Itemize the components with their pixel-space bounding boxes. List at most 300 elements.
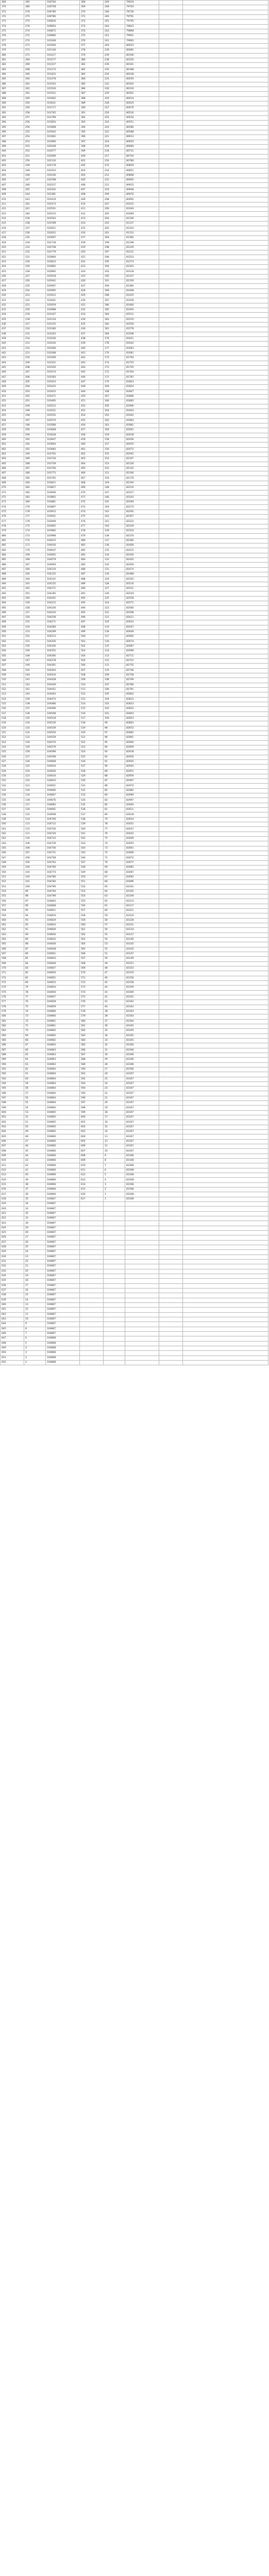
empty-cell	[183, 1279, 268, 1283]
score-a-cell: 613	[1, 1173, 24, 1178]
score-a-cell: 556	[1, 899, 24, 904]
score-a-cell: 409	[1, 193, 24, 197]
count-b-cell: 186	[104, 303, 125, 308]
empty-cell	[183, 1091, 268, 1096]
table-row	[1, 255, 268, 260]
count-a-cell: 191	[24, 447, 46, 452]
score-b-cell: 593	[80, 1081, 104, 1086]
score-b-cell: 420	[80, 250, 104, 255]
cumulative-a-cell: 101140	[46, 48, 80, 53]
table-row	[1, 812, 268, 817]
count-a-cell: 41	[24, 1168, 46, 1173]
table-row	[1, 1154, 268, 1158]
score-b-cell: 547	[80, 860, 104, 865]
empty-cell	[159, 72, 183, 77]
count-a-cell: 254	[24, 135, 46, 140]
score-a-cell: 506	[1, 658, 24, 663]
cumulative-a-cell: 104867	[46, 1207, 80, 1211]
cumulative-b-cell: 82176	[125, 476, 159, 481]
count-b-cell: 245	[104, 20, 125, 24]
count-b-cell	[104, 1302, 125, 1307]
count-a-cell: 135	[24, 716, 46, 721]
score-b-cell: 613	[80, 1178, 104, 1182]
cumulative-a-cell: 104851	[46, 976, 80, 980]
empty-cell	[159, 678, 183, 683]
empty-cell	[183, 1231, 268, 1235]
score-a-cell: 513	[1, 692, 24, 697]
empty-cell	[183, 1226, 268, 1230]
count-a-cell: 112	[24, 827, 46, 832]
table-row	[1, 765, 268, 769]
cumulative-a-cell: 104867	[46, 1240, 80, 1245]
empty-cell	[159, 115, 183, 120]
count-b-cell: 44	[104, 986, 125, 990]
cumulative-a-cell: 103493	[46, 399, 80, 404]
count-b-cell	[104, 1264, 125, 1269]
empty-cell	[159, 63, 183, 67]
count-b-cell: 131	[104, 567, 125, 572]
count-a-cell: 233	[24, 245, 46, 250]
empty-cell	[183, 980, 268, 985]
score-a-cell: 446	[1, 370, 24, 375]
count-b-cell: 192	[104, 274, 125, 279]
score-b-cell: 562	[80, 933, 104, 937]
empty-cell	[159, 1096, 183, 1100]
score-a-cell: 395	[1, 125, 24, 130]
score-a-cell: 564	[1, 937, 24, 942]
score-a-cell: 412	[1, 207, 24, 212]
count-b-cell: 86	[104, 784, 125, 788]
score-b-cell: 516	[80, 711, 104, 716]
cumulative-a-cell: 100984	[46, 34, 80, 39]
cumulative-a-cell: 104867	[46, 1235, 80, 1240]
cumulative-b-cell: 82959	[125, 774, 159, 778]
count-a-cell: 207	[24, 370, 46, 375]
count-b-cell: 106	[104, 687, 125, 692]
count-a-cell: 173	[24, 534, 46, 538]
empty-cell	[159, 332, 183, 336]
count-b-cell: 249	[104, 1, 125, 5]
cumulative-b-cell: 82975	[125, 784, 159, 788]
table-row	[1, 1159, 268, 1163]
cumulative-a-cell: 104030	[46, 544, 80, 548]
table-row	[1, 144, 268, 149]
count-b-cell: 176	[104, 351, 125, 355]
score-b-cell: 570	[80, 971, 104, 976]
score-a-cell: 435	[1, 317, 24, 322]
cumulative-b-cell: 81642	[125, 342, 159, 346]
count-b-cell: 161	[104, 423, 125, 428]
score-a-cell: 483	[1, 548, 24, 553]
cumulative-a-cell: 104746	[46, 846, 80, 851]
count-b-cell: 123	[104, 606, 125, 611]
score-b-cell: 478	[80, 529, 104, 534]
cumulative-b-cell: 83121	[125, 909, 159, 913]
table-row	[1, 1274, 268, 1278]
cumulative-a-cell: 103647	[46, 437, 80, 442]
empty-cell	[159, 1081, 183, 1086]
table-row	[1, 1081, 268, 1086]
score-b-cell: 484	[80, 558, 104, 563]
cumulative-a-cell: 103134	[46, 317, 80, 322]
cumulative-a-cell: 102381	[46, 193, 80, 197]
count-b-cell: 132	[104, 563, 125, 567]
empty-cell	[159, 755, 183, 759]
empty-cell	[183, 519, 268, 524]
score-b-cell: 597	[80, 1101, 104, 1106]
score-b-cell: 473	[80, 505, 104, 510]
count-a-cell: 92	[24, 923, 46, 928]
score-a-cell: 437	[1, 327, 24, 332]
count-b-cell: 75	[104, 837, 125, 841]
table-row	[1, 644, 268, 649]
count-a-cell: 68	[24, 1038, 46, 1043]
cumulative-b-cell: 80238	[125, 72, 159, 77]
count-b-cell: 60	[104, 909, 125, 913]
cumulative-a-cell: 104474	[46, 697, 80, 702]
empty-cell	[183, 832, 268, 836]
empty-cell	[159, 1009, 183, 1014]
cumulative-b-cell: 83142	[125, 942, 159, 947]
count-b-cell: 43	[104, 990, 125, 995]
count-b-cell: 18	[104, 1110, 125, 1115]
empty-cell	[159, 39, 183, 43]
empty-cell	[183, 1038, 268, 1043]
score-a-cell: 510	[1, 678, 24, 683]
table-row	[1, 399, 268, 404]
cumulative-a-cell: 104867	[46, 1293, 80, 1298]
count-b-cell: 1	[104, 1192, 125, 1197]
score-a-cell: 526	[1, 755, 24, 759]
table-row	[1, 1096, 268, 1100]
empty-cell	[183, 606, 268, 611]
count-a-cell: 146	[24, 664, 46, 668]
score-a-cell: 438	[1, 332, 24, 336]
count-a-cell: 69	[24, 1033, 46, 1038]
score-a-cell: 533	[1, 788, 24, 793]
count-b-cell: 29	[104, 1058, 125, 1062]
score-a-cell: 417	[1, 231, 24, 235]
table-row	[1, 649, 268, 654]
score-a-cell: 607	[1, 1144, 24, 1149]
cumulative-b-cell: 81885	[125, 399, 159, 404]
cumulative-a-cell: 104808	[46, 904, 80, 908]
count-a-cell: 269	[24, 63, 46, 67]
score-a-cell: 610	[1, 1159, 24, 1163]
cumulative-b-cell: 82812	[125, 697, 159, 702]
cumulative-a-cell: 104867	[46, 1231, 80, 1235]
cumulative-b-cell: 83160	[125, 990, 159, 995]
count-b-cell	[104, 1235, 125, 1240]
count-a-cell: 85	[24, 957, 46, 961]
cumulative-b-cell: 81012	[125, 202, 159, 207]
count-a-cell: 119	[24, 793, 46, 798]
empty-cell	[183, 197, 268, 202]
count-b-cell	[104, 1288, 125, 1293]
table-row	[1, 29, 268, 33]
cumulative-a-cell: 101317	[46, 63, 80, 67]
empty-cell	[159, 1293, 183, 1298]
score-a-cell: 536	[1, 803, 24, 807]
cumulative-b-cell: 80081	[125, 48, 159, 53]
table-row	[1, 380, 268, 384]
count-a-cell: 184	[24, 481, 46, 485]
count-b-cell: 84	[104, 793, 125, 798]
empty-cell	[183, 154, 268, 159]
table-row	[1, 870, 268, 875]
count-a-cell: 116	[24, 808, 46, 812]
empty-cell	[183, 1014, 268, 1019]
count-b-cell: 236	[104, 63, 125, 67]
empty-cell	[159, 418, 183, 423]
cumulative-a-cell: 104550	[46, 731, 80, 735]
empty-cell	[159, 644, 183, 649]
count-b-cell: 171	[104, 375, 125, 380]
score-a-cell: 578	[1, 1005, 24, 1009]
score-a-cell: 529	[1, 769, 24, 774]
empty-cell	[183, 289, 268, 293]
score-b-cell: 520	[80, 731, 104, 735]
empty-cell	[183, 241, 268, 245]
table-row	[1, 976, 268, 980]
table-row	[1, 20, 268, 24]
cumulative-b-cell	[125, 1355, 159, 1360]
count-b-cell	[104, 1202, 125, 1207]
table-row	[1, 587, 268, 591]
count-a-cell: 129	[24, 745, 46, 750]
score-a-cell: 532	[1, 784, 24, 788]
score-b-cell: 413	[80, 216, 104, 221]
empty-cell	[183, 923, 268, 928]
score-a-cell: 453	[1, 404, 24, 409]
count-a-cell: 257	[24, 115, 46, 120]
count-b-cell: 38	[104, 1014, 125, 1019]
cumulative-a-cell: 103393	[46, 375, 80, 380]
empty-cell	[159, 880, 183, 885]
count-a-cell: 225	[24, 284, 46, 289]
score-a-cell: 555	[1, 894, 24, 899]
count-a-cell: 121	[24, 784, 46, 788]
cumulative-b-cell	[125, 1360, 159, 1365]
empty-cell	[183, 1139, 268, 1144]
empty-cell	[183, 976, 268, 980]
score-a-cell: 622	[1, 1216, 24, 1221]
empty-cell	[183, 798, 268, 803]
count-b-cell: 104	[104, 697, 125, 702]
table-row	[1, 490, 268, 495]
table-row	[1, 418, 268, 423]
cumulative-b-cell: 83168	[125, 1159, 159, 1163]
count-a-cell: 240	[24, 212, 46, 216]
cumulative-b-cell: 83163	[125, 1009, 159, 1014]
count-a-cell: 153	[24, 630, 46, 634]
count-a-cell: 60	[24, 1077, 46, 1081]
empty-cell	[159, 135, 183, 140]
count-a-cell: 271	[24, 53, 46, 58]
count-b-cell	[104, 1317, 125, 1321]
count-b-cell: 169	[104, 385, 125, 389]
score-a-cell: 431	[1, 298, 24, 303]
empty-cell	[159, 53, 183, 58]
score-a-cell: 546	[1, 851, 24, 856]
cumulative-a-cell: 104626	[46, 769, 80, 774]
score-a-cell: 375	[1, 29, 24, 33]
cumulative-a-cell: 103432	[46, 385, 80, 389]
count-a-cell: 272	[24, 39, 46, 43]
score-b-cell: 571	[80, 976, 104, 980]
empty-cell	[159, 1043, 183, 1048]
table-row	[1, 894, 268, 899]
count-a-cell: 171	[24, 544, 46, 548]
cumulative-a-cell: 104868	[46, 1346, 80, 1350]
count-b-cell: 82	[104, 803, 125, 807]
cumulative-a-cell: 104784	[46, 880, 80, 885]
cumulative-b-cell: 83166	[125, 1048, 159, 1053]
empty-cell	[159, 711, 183, 716]
cumulative-b-cell: 82091	[125, 452, 159, 456]
table-row	[1, 966, 268, 971]
cumulative-a-cell: 104286	[46, 625, 80, 630]
count-b-cell: 154	[104, 457, 125, 462]
empty-cell	[183, 1188, 268, 1192]
count-b-cell: 73	[104, 846, 125, 851]
empty-cell	[183, 365, 268, 370]
cumulative-b-cell: 82339	[125, 524, 159, 529]
score-a-cell: 646	[1, 1331, 24, 1336]
cumulative-b-cell	[125, 1240, 159, 1245]
count-a-cell: 50	[24, 1125, 46, 1129]
table-row	[1, 510, 268, 514]
table-row	[1, 596, 268, 601]
empty-cell	[183, 1130, 268, 1134]
count-a-cell: 127	[24, 755, 46, 759]
cumulative-b-cell: 83153	[125, 966, 159, 971]
count-b-cell: 26	[104, 1072, 125, 1077]
score-a-cell: 490	[1, 582, 24, 586]
score-a-cell: 527	[1, 759, 24, 764]
cumulative-b-cell: 82735	[125, 664, 159, 668]
score-b-cell: 565	[80, 947, 104, 952]
empty-cell	[159, 269, 183, 274]
cumulative-b-cell: 82107	[125, 457, 159, 462]
count-a-cell: 246	[24, 183, 46, 188]
count-a-cell: 48	[24, 1134, 46, 1139]
score-b-cell: 541	[80, 832, 104, 836]
empty-cell	[183, 336, 268, 341]
score-b-cell: 376	[80, 39, 104, 43]
cumulative-b-cell: 83134	[125, 928, 159, 933]
count-a-cell: 268	[24, 67, 46, 72]
count-a-cell: 218	[24, 317, 46, 322]
cumulative-b-cell	[125, 1269, 159, 1274]
count-a-cell: 186	[24, 471, 46, 476]
table-row	[1, 1120, 268, 1125]
cumulative-a-cell: 103664	[46, 443, 80, 447]
count-a-cell: 181	[24, 495, 46, 500]
table-row	[1, 1077, 268, 1081]
cumulative-a-cell: 104428	[46, 678, 80, 683]
score-b-cell: 416	[80, 231, 104, 235]
table-row	[1, 798, 268, 803]
empty-cell	[159, 476, 183, 481]
count-a-cell: 63	[24, 1062, 46, 1067]
table-row	[1, 159, 268, 163]
empty-cell	[183, 567, 268, 572]
count-a-cell: 27	[24, 1235, 46, 1240]
empty-cell	[183, 1005, 268, 1009]
cumulative-b-cell: 82275	[125, 505, 159, 510]
count-b-cell: 34	[104, 1033, 125, 1038]
empty-cell	[183, 1317, 268, 1321]
count-a-cell: 82	[24, 971, 46, 976]
cumulative-a-cell: 102598	[46, 222, 80, 226]
empty-cell	[183, 361, 268, 365]
score-b-cell: 459	[80, 437, 104, 442]
cumulative-a-cell: 104258	[46, 616, 80, 620]
count-a-cell: 86	[24, 952, 46, 956]
empty-cell	[183, 1355, 268, 1360]
cumulative-a-cell: 104698	[46, 812, 80, 817]
count-b-cell	[104, 1207, 125, 1211]
empty-cell	[159, 1067, 183, 1072]
cumulative-a-cell: 104865	[46, 1115, 80, 1120]
cumulative-a-cell: 104094	[46, 563, 80, 567]
empty-cell	[159, 58, 183, 62]
count-a-cell: 93	[24, 918, 46, 923]
score-b-cell	[80, 1327, 104, 1331]
table-row	[1, 808, 268, 812]
empty-cell	[183, 317, 268, 322]
count-b-cell: 190	[104, 284, 125, 289]
empty-cell	[183, 140, 268, 144]
empty-cell	[183, 490, 268, 495]
count-a-cell: 38	[24, 1182, 46, 1187]
empty-cell	[183, 1245, 268, 1249]
cumulative-b-cell	[125, 1207, 159, 1211]
empty-cell	[183, 82, 268, 87]
score-a-cell: 500	[1, 630, 24, 634]
empty-cell	[183, 250, 268, 255]
cumulative-a-cell: 104847	[46, 966, 80, 971]
cumulative-b-cell	[125, 1279, 159, 1283]
count-a-cell: 141	[24, 687, 46, 692]
count-b-cell: 59	[104, 913, 125, 918]
count-b-cell: 153	[104, 462, 125, 466]
count-a-cell: 193	[24, 437, 46, 442]
score-a-cell: 452	[1, 399, 24, 404]
cumulative-b-cell: 83167	[125, 1120, 159, 1125]
score-a-cell: 562	[1, 928, 24, 933]
cumulative-a-cell: 104864	[46, 1087, 80, 1091]
cumulative-a-cell: 102178	[46, 164, 80, 168]
table-row	[1, 1110, 268, 1115]
empty-cell	[183, 1202, 268, 1207]
empty-cell	[159, 918, 183, 923]
cumulative-a-cell: 104861	[46, 1019, 80, 1024]
cumulative-b-cell: 83168	[125, 1188, 159, 1192]
table-row	[1, 289, 268, 293]
table-row	[1, 1226, 268, 1230]
empty-cell	[183, 620, 268, 625]
cumulative-b-cell: 83168	[125, 1163, 159, 1168]
cumulative-a-cell: 101503	[46, 82, 80, 87]
count-b-cell: 79	[104, 817, 125, 822]
cumulative-b-cell: 82769	[125, 678, 159, 683]
score-a-cell: 403	[1, 164, 24, 168]
count-a-cell: 15	[24, 1293, 46, 1298]
table-row	[1, 1005, 268, 1009]
score-a-cell: 595	[1, 1087, 24, 1091]
